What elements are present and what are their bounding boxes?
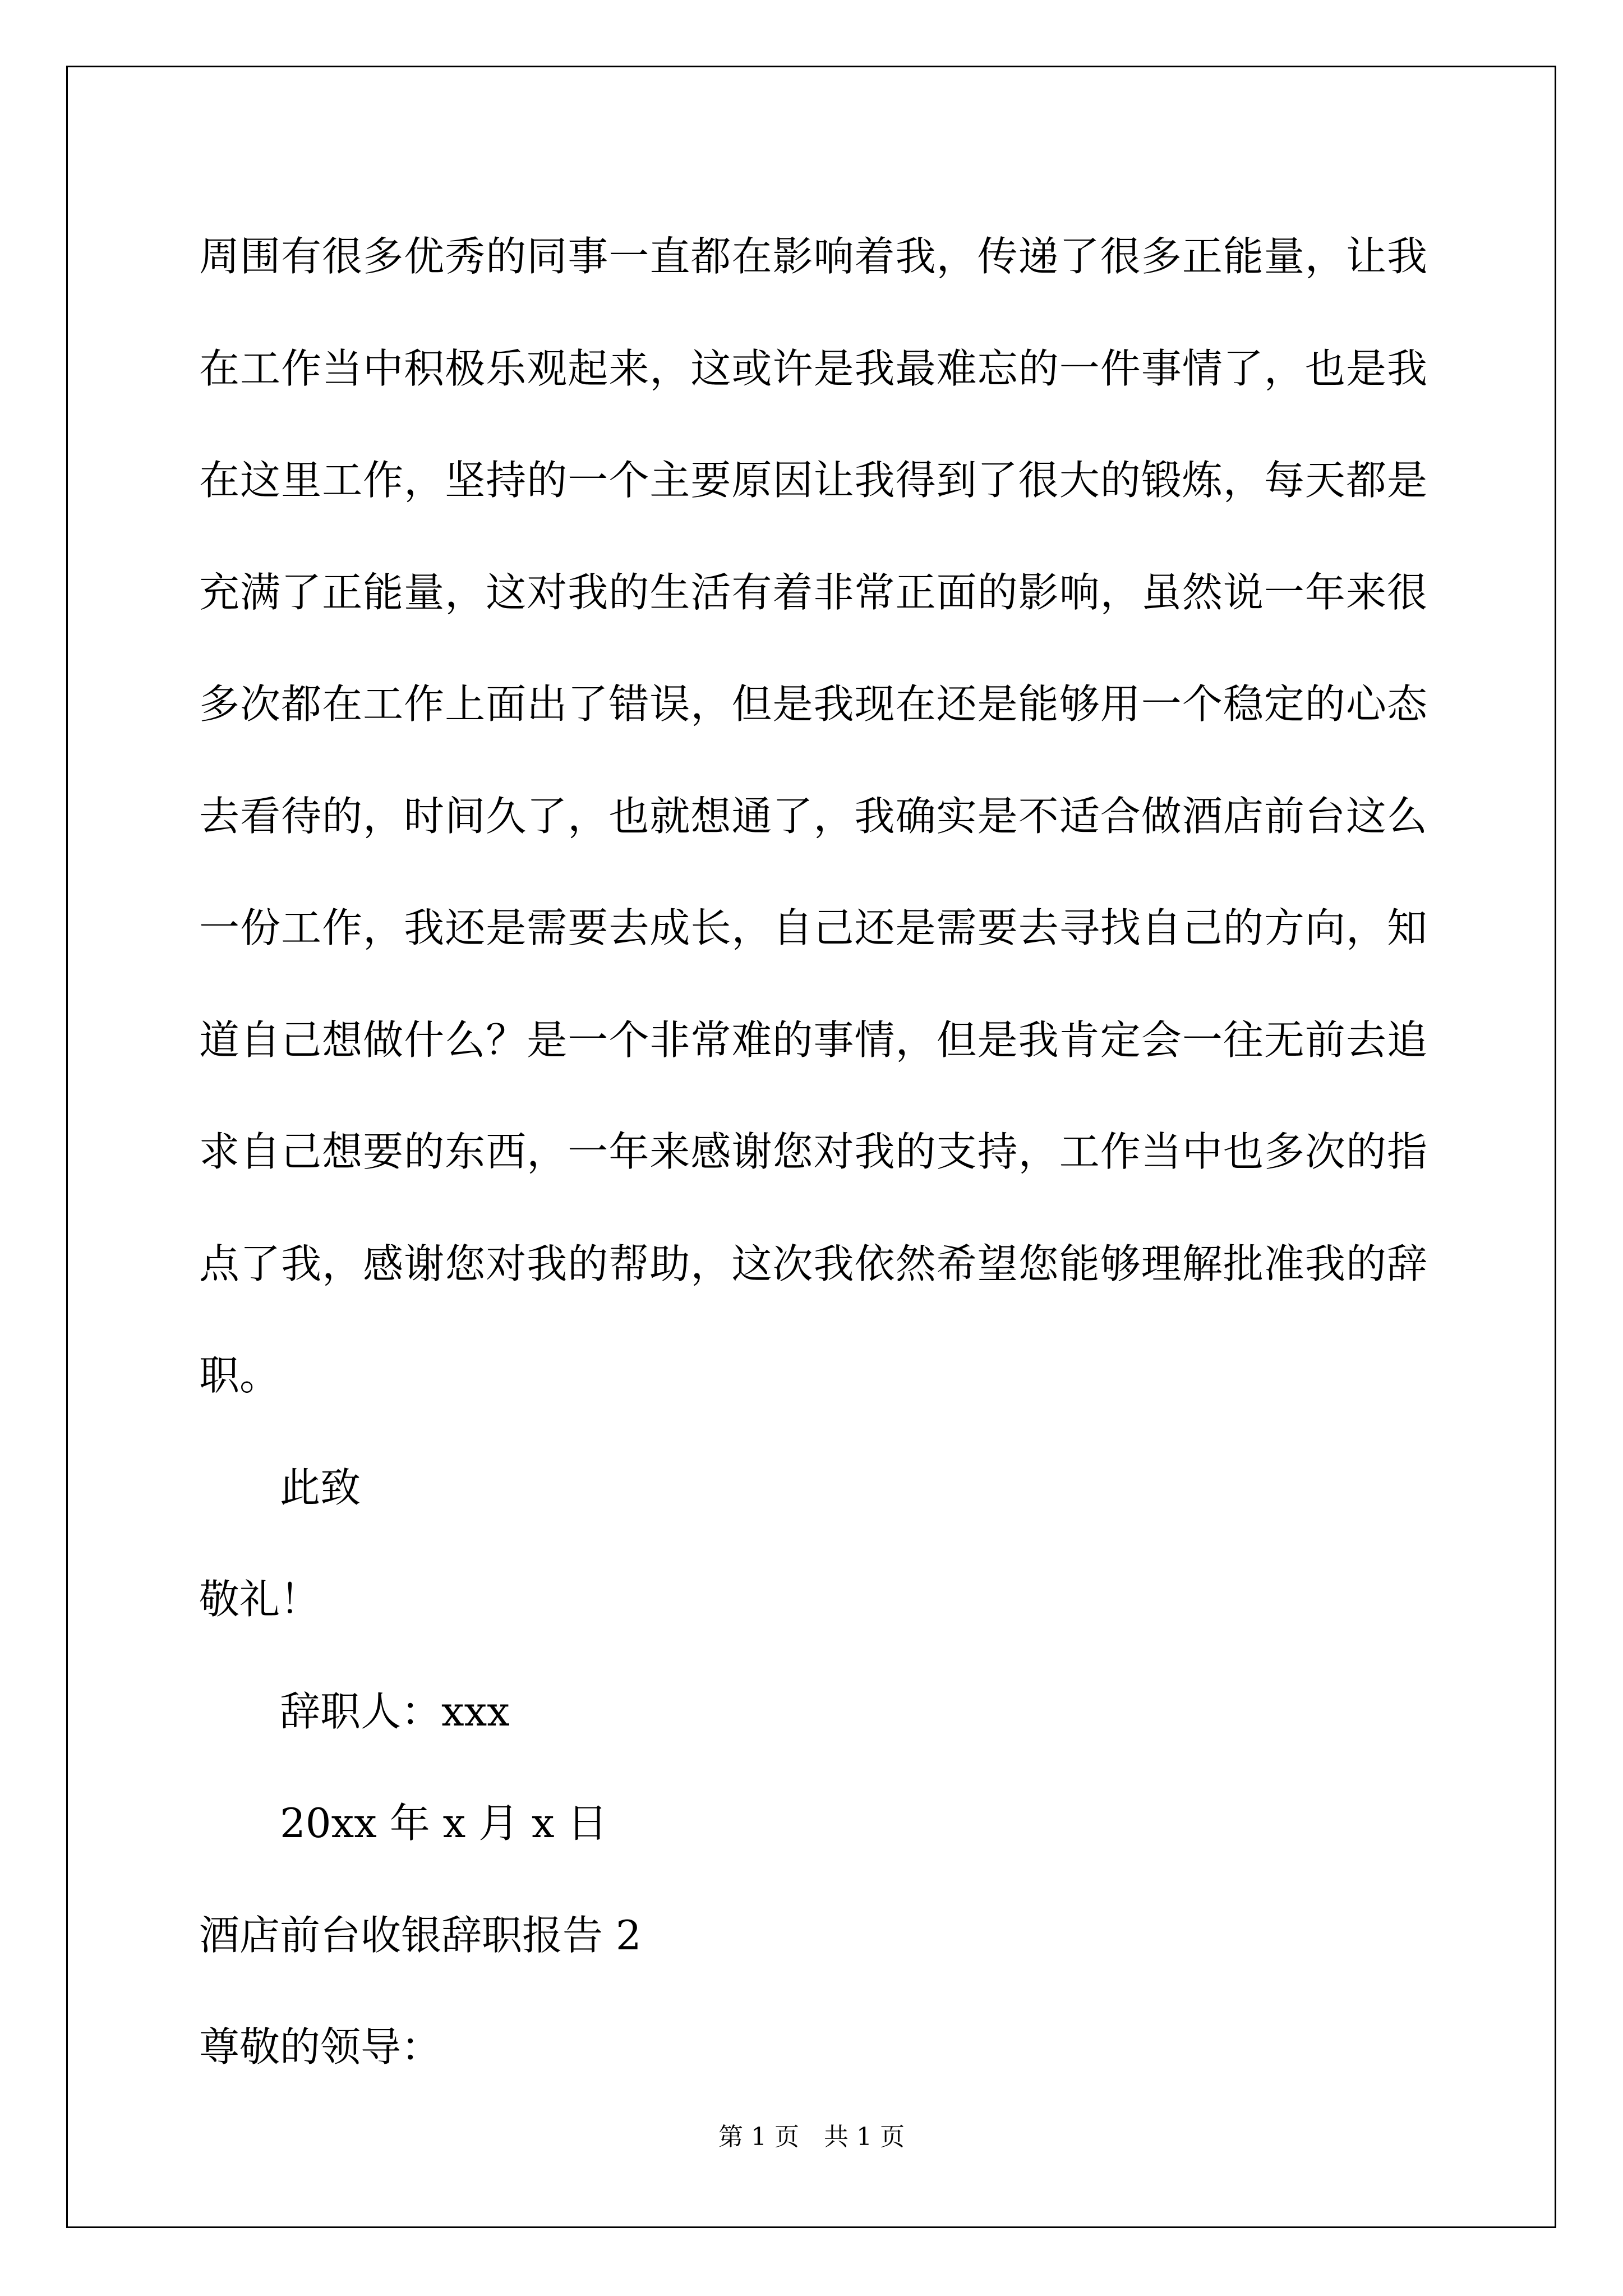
paragraph-line: 在工作当中积极乐观起来，这或许是我最难忘的一件事情了，也是我 xyxy=(199,344,1427,392)
signature-line: 辞职人：xxx xyxy=(280,1687,510,1735)
document-body xyxy=(199,201,1427,2104)
salute-text: 敬礼！ xyxy=(199,1576,321,1623)
greeting-line: 尊敬的领导： xyxy=(199,2023,442,2070)
paragraph-line: 周围有很多优秀的同事一直都在影响着我，传递了很多正能量，让我 xyxy=(199,233,1427,280)
paragraph-line: 道自己想做什么？是一个非常难的事情，但是我肯定会一往无前去追 xyxy=(199,1016,1427,1064)
paragraph-line: 一份工作，我还是需要去成长，自己还是需要去寻找自己的方向，知 xyxy=(199,904,1427,951)
page-number-footer: 第 1 页 共 1 页 xyxy=(718,2123,905,2151)
paragraph-line: 充满了正能量，这对我的生活有着非常正面的影响，虽然说一年来很 xyxy=(199,568,1427,616)
section-title: 酒店前台收银辞职报告 2 xyxy=(199,1911,642,1959)
closing-text: 此致 xyxy=(280,1464,361,1511)
paragraph-line: 求自己想要的东西，一年来感谢您对我的支持，工作当中也多次的指 xyxy=(199,1128,1427,1175)
paragraph-line: 在这里工作，坚持的一个主要原因让我得到了很大的锻炼，每天都是 xyxy=(199,457,1427,504)
paragraph-last-line: 职。 xyxy=(199,1352,280,1399)
paragraph-line: 点了我，感谢您对我的帮助，这次我依然希望您能够理解批准我的辞 xyxy=(199,1240,1427,1287)
date-line: 20xx 年 x 月 x 日 xyxy=(280,1800,608,1847)
paragraph-line: 去看待的，时间久了，也就想通了，我确实是不适合做酒店前台这么 xyxy=(199,792,1427,840)
paragraph-line: 多次都在工作上面出了错误，但是我现在还是能够用一个稳定的心态 xyxy=(199,680,1427,728)
